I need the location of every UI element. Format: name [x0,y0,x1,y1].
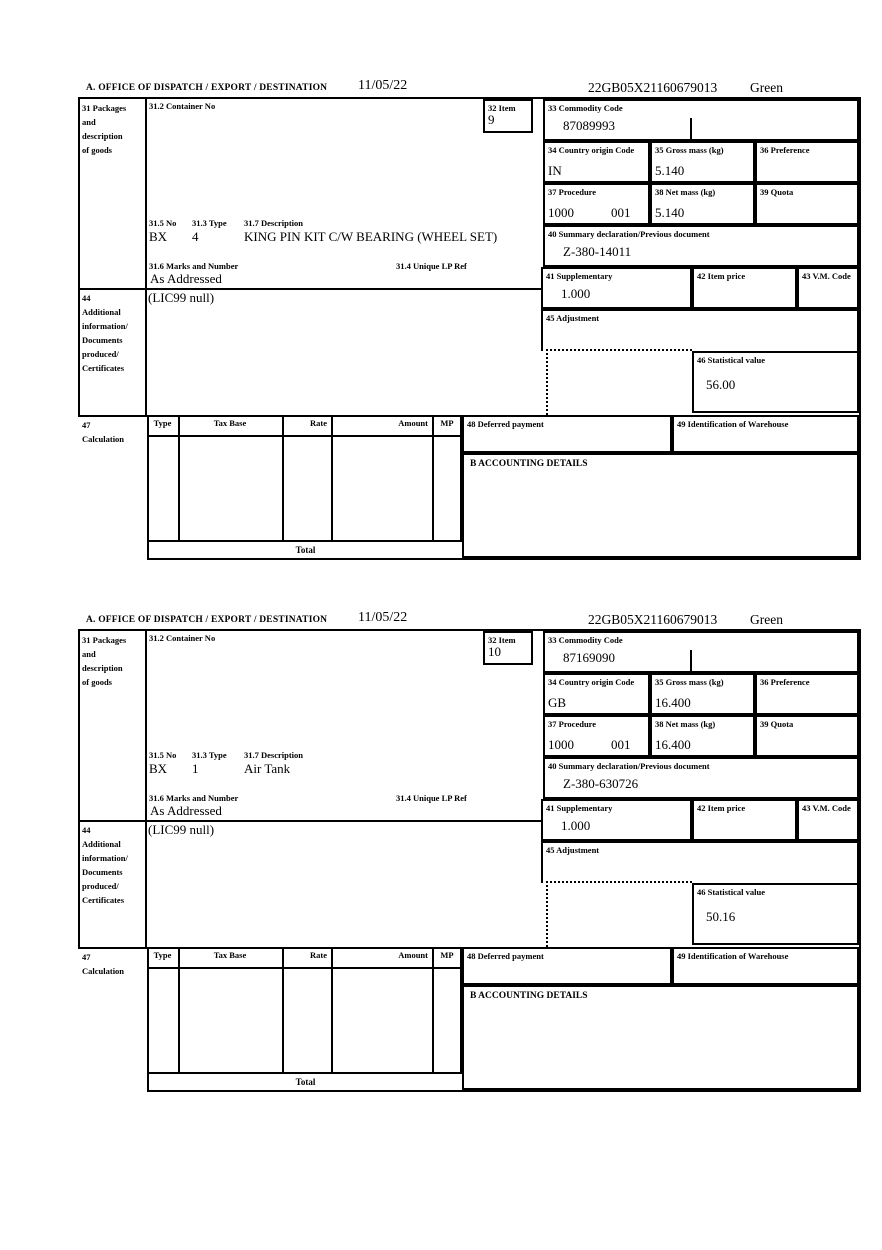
gross-mass-label: 35 Gross mass (kg) [655,677,724,687]
preference-label: 36 Preference [760,677,810,687]
item-number-value: 9 [488,112,495,127]
border-line [147,1090,861,1092]
border-line [859,97,861,560]
goods-description-value: KING PIN KIT C/W BEARING (WHEEL SET) [244,229,498,244]
quota-label: 39 Quota [760,187,794,197]
column-header-rate: Rate [310,418,327,428]
box31-packages-label: 31 Packages and description of goods [82,103,127,155]
description-label: 31.7 Description [244,750,304,760]
box46-statistical-value [692,883,859,945]
border-line [178,947,180,1072]
statistical-value: 50.16 [706,909,736,924]
customs-declaration-item-sheet [78,610,862,1096]
package-count-value: 4 [192,229,199,244]
border-line [147,435,462,437]
quota-label: 39 Quota [760,719,794,729]
column-header-tax-base: Tax Base [213,418,247,428]
box47-calculation-label: 47 Calculation [82,420,125,444]
box36-preference [755,141,859,183]
country-origin-label: 34 Country origin Code [548,145,635,155]
box33-commodity-code [543,99,859,141]
commodity-code-value: 87169090 [563,650,615,665]
column-header-amount: Amount [398,950,428,960]
accounting-details-box [462,985,859,1090]
box34-country-origin [543,141,650,183]
box39-quota [755,715,859,757]
item-label: 32 Item [488,103,516,113]
description-label: 31.7 Description [244,218,304,228]
adjustment-label: 45 Adjustment [546,845,600,855]
border-line [147,558,861,560]
net-mass-label: 38 Net mass (kg) [655,719,716,729]
commodity-code-label: 33 Commodity Code [548,635,623,645]
package-code-value: BX [149,229,168,244]
box31-packages-label: 31 Packages and description of goods [82,635,127,687]
declaration-reference: 22GB05X21160679013 [588,80,718,95]
package-no-label: 31.5 No [149,218,177,228]
border-line [147,967,462,969]
border-line [145,97,147,415]
item-price-label: 42 Item price [697,271,746,281]
deferred-payment-label: 48 Deferred payment [467,951,544,961]
box48-deferred-payment [462,415,672,453]
box40-previous-document [543,225,859,267]
procedure-qualifier-value: 001 [611,205,631,220]
dotted-subtotal-area [546,349,692,415]
box33-commodity-code [543,631,859,673]
procedure-value: 1000 [548,205,574,220]
deferred-payment-label: 48 Deferred payment [467,419,544,429]
item-price-label: 42 Item price [697,803,746,813]
column-header-type: Type [153,950,172,960]
box36-preference [755,673,859,715]
calculation-table [147,415,462,540]
box41-supplementary [541,267,692,309]
country-origin-label: 34 Country origin Code [548,677,635,687]
box49-warehouse-id [672,415,859,453]
supplementary-value: 1.000 [561,818,591,833]
border-line [282,415,284,540]
box43-vm-code [797,799,859,841]
border-line [78,97,80,415]
box43-vm-code [797,267,859,309]
previous-document-value: Z-380-630726 [563,776,639,791]
box38-net-mass [650,715,755,757]
column-header-rate: Rate [310,950,327,960]
gross-mass-label: 35 Gross mass (kg) [655,145,724,155]
border-line [859,629,861,1092]
calculation-table [147,947,462,1072]
previous-document-value: Z-380-14011 [563,244,632,259]
box32-item [483,631,533,665]
box34-country-origin [543,673,650,715]
commodity-code-divider [690,118,692,141]
package-no-label: 31.5 No [149,750,177,760]
box35-gross-mass [650,673,755,715]
column-header-tax-base: Tax Base [213,950,247,960]
gross-mass-value: 16.400 [655,695,691,710]
border-line [331,947,333,1072]
previous-document-label: 40 Summary declaration/Previous document [548,229,710,239]
box45-adjustment [541,309,859,351]
office-of-dispatch-label: A. OFFICE OF DISPATCH / EXPORT / DESTINATION [86,615,328,625]
adjustment-label: 45 Adjustment [546,313,600,323]
total-label: Total [295,1077,316,1087]
box45-adjustment [541,841,859,883]
box39-quota [755,183,859,225]
procedure-label: 37 Procedure [548,187,597,197]
warehouse-id-label: 49 Identification of Warehouse [677,419,789,429]
gross-mass-value: 5.140 [655,163,685,178]
box49-warehouse-id [672,947,859,985]
box46-statistical-value [692,351,859,413]
procedure-value: 1000 [548,737,574,752]
office-of-dispatch-label: A. OFFICE OF DISPATCH / EXPORT / DESTINATION [86,83,328,93]
package-code-value: BX [149,761,168,776]
marks-value: As Addressed [150,271,222,286]
border-line [432,947,434,1072]
additional-info-value: (LIC99 null) [148,822,215,837]
border-line [145,629,147,947]
package-type-label: 31.3 Type [192,750,227,760]
unique-lp-ref-label: 31.4 Unique LP Ref [396,261,467,271]
unique-lp-ref-label: 31.4 Unique LP Ref [396,793,467,803]
box40-previous-document [543,757,859,799]
vm-code-label: 43 V.M. Code [802,271,851,281]
box42-item-price [692,267,797,309]
container-no-label: 31.2 Container No [149,633,216,643]
item-label: 32 Item [488,635,516,645]
commodity-code-divider [690,650,692,673]
item-number-value: 10 [488,644,501,659]
commodity-code-value: 87089993 [563,118,615,133]
supplementary-label: 41 Supplementary [546,803,613,813]
supplementary-value: 1.000 [561,286,591,301]
accounting-details-box [462,453,859,558]
declaration-date: 11/05/22 [358,610,408,625]
statistical-value: 56.00 [706,377,736,392]
box42-item-price [692,799,797,841]
procedure-label: 37 Procedure [548,719,597,729]
box37-procedure [543,183,650,225]
package-count-value: 1 [192,761,199,776]
box44-additional-info-label: 44 Additional information/ Documents produced/ Certificates [82,825,128,905]
vm-code-label: 43 V.M. Code [802,803,851,813]
net-mass-value: 16.400 [655,737,691,752]
box48-deferred-payment [462,947,672,985]
box32-item [483,99,533,133]
package-type-label: 31.3 Type [192,218,227,228]
marks-and-number-label: 31.6 Marks and Number [149,793,239,803]
total-row [147,1072,462,1090]
box44-additional-info-label: 44 Additional information/ Documents produced/ Certificates [82,293,128,373]
total-row [147,540,462,558]
routing-indicator: Green [750,612,783,627]
column-header-mp: MP [440,418,454,428]
declaration-date: 11/05/22 [358,78,408,93]
declaration-reference: 22GB05X21160679013 [588,612,718,627]
total-label: Total [295,545,316,555]
net-mass-label: 38 Net mass (kg) [655,187,716,197]
box37-procedure [543,715,650,757]
marks-value: As Addressed [150,803,222,818]
accounting-details-label: B ACCOUNTING DETAILS [470,459,588,469]
dotted-subtotal-area [546,881,692,947]
column-header-amount: Amount [398,418,428,428]
border-line [282,947,284,1072]
procedure-qualifier-value: 001 [611,737,631,752]
previous-document-label: 40 Summary declaration/Previous document [548,761,710,771]
border-line [331,415,333,540]
box38-net-mass [650,183,755,225]
customs-declaration-item-sheet [78,78,862,564]
marks-and-number-label: 31.6 Marks and Number [149,261,239,271]
preference-label: 36 Preference [760,145,810,155]
additional-info-value: (LIC99 null) [148,290,215,305]
container-no-label: 31.2 Container No [149,101,216,111]
border-line [432,415,434,540]
routing-indicator: Green [750,80,783,95]
box47-calculation-label: 47 Calculation [82,952,125,976]
column-header-mp: MP [440,950,454,960]
column-header-type: Type [153,418,172,428]
supplementary-label: 41 Supplementary [546,271,613,281]
statistical-value-label: 46 Statistical value [697,887,765,897]
statistical-value-label: 46 Statistical value [697,355,765,365]
warehouse-id-label: 49 Identification of Warehouse [677,951,789,961]
country-origin-value: IN [548,163,562,178]
commodity-code-label: 33 Commodity Code [548,103,623,113]
net-mass-value: 5.140 [655,205,685,220]
box35-gross-mass [650,141,755,183]
border-line [178,415,180,540]
goods-description-value: Air Tank [244,761,291,776]
country-origin-value: GB [548,695,567,710]
box41-supplementary [541,799,692,841]
accounting-details-label: B ACCOUNTING DETAILS [470,991,588,1001]
border-line [78,629,80,947]
